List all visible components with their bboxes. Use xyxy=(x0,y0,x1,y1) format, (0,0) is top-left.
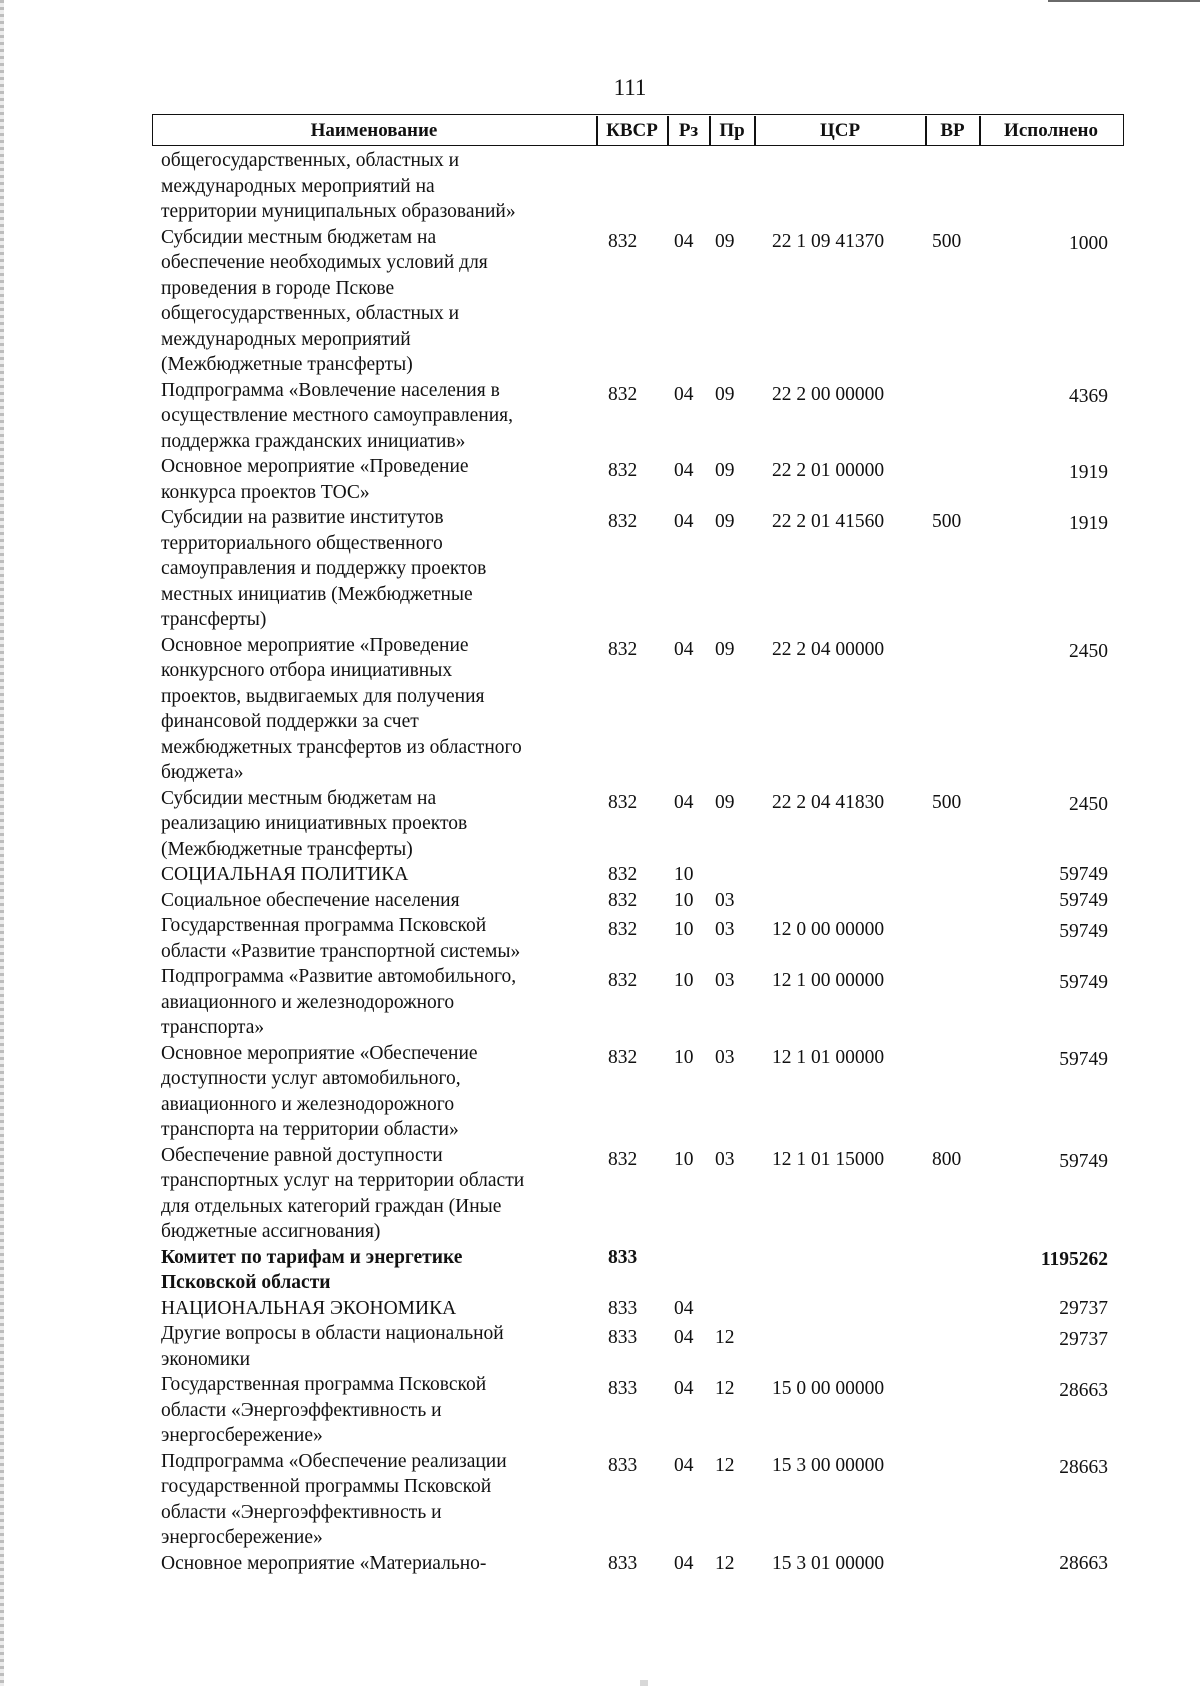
row-name xyxy=(161,862,581,888)
row-name-line: территориального общественного xyxy=(161,532,443,554)
row-kvsr: 833 xyxy=(608,1552,638,1574)
row-executed: 59749 xyxy=(1059,921,1108,942)
row-name-line: области «Энергоэффективность и xyxy=(161,1399,442,1421)
row-name-line: международных мероприятий на xyxy=(161,175,435,197)
row-name xyxy=(161,148,581,225)
row-kvsr: 833 xyxy=(608,1378,638,1399)
table-row xyxy=(0,378,1200,455)
row-name-line: Другие вопросы в области национальной xyxy=(161,1323,504,1344)
row-csr: 22 2 04 41830 xyxy=(772,791,885,813)
row-csr: 12 0 00 00000 xyxy=(772,919,885,940)
table-row xyxy=(0,1449,1200,1551)
row-executed: 28663 xyxy=(1059,1456,1108,1478)
row-name-line: общегосударственных, областных и xyxy=(161,150,460,171)
row-executed: 1919 xyxy=(1069,462,1108,483)
row-name-line: Субсидии местным бюджетам на xyxy=(161,787,437,809)
row-name-line: государственной программы Псковской xyxy=(161,1476,492,1497)
row-name-line: Субсидии местным бюджетам на xyxy=(161,226,437,248)
row-name xyxy=(161,1143,581,1245)
row-name-line: СОЦИАЛЬНАЯ ПОЛИТИКА xyxy=(161,864,409,885)
row-executed: 59749 xyxy=(1059,1048,1108,1070)
table-row xyxy=(0,1551,1200,1577)
row-pr: 12 xyxy=(715,1327,735,1348)
row-csr: 15 3 00 00000 xyxy=(772,1454,885,1476)
table-row xyxy=(0,454,1200,505)
row-rz: 04 xyxy=(674,1552,694,1574)
row-executed: 1919 xyxy=(1069,513,1108,534)
row-name-line: финансовой поддержки за счет xyxy=(161,711,419,732)
row-pr: 09 xyxy=(715,791,735,813)
row-executed: 2450 xyxy=(1069,640,1108,662)
row-pr: 03 xyxy=(715,919,735,940)
row-name xyxy=(161,633,581,786)
row-name-line: Основное мероприятие «Проведение xyxy=(161,634,469,656)
header-executed: Исполнено xyxy=(1004,120,1098,141)
table-row xyxy=(0,1245,1200,1296)
row-executed: 2450 xyxy=(1069,793,1108,815)
row-csr: 22 1 09 41370 xyxy=(772,230,885,252)
table-row xyxy=(0,505,1200,633)
row-pr: 09 xyxy=(715,638,735,660)
page-number xyxy=(0,75,1200,101)
row-kvsr: 832 xyxy=(608,230,638,252)
row-csr: 22 2 01 41560 xyxy=(772,511,885,532)
row-pr: 03 xyxy=(715,889,735,911)
row-csr: 15 0 00 00000 xyxy=(772,1378,885,1399)
row-pr: 03 xyxy=(715,1046,735,1068)
row-rz: 10 xyxy=(674,1148,694,1170)
row-vr: 500 xyxy=(932,511,962,532)
row-name-line: (Межбюджетные трансферты) xyxy=(161,838,413,860)
row-name-line: проектов, выдвигаемых для получения xyxy=(161,685,485,707)
row-executed: 59749 xyxy=(1059,889,1108,911)
row-name-line: Подпрограмма «Развитие автомобильного, xyxy=(161,966,517,987)
row-name-line: авиационного и железнодорожного xyxy=(161,991,455,1013)
row-csr: 22 2 00 00000 xyxy=(772,383,885,405)
table-row xyxy=(0,225,1200,378)
row-name-line: Обеспечение равной доступности xyxy=(161,1144,443,1166)
row-kvsr: 833 xyxy=(608,1327,638,1348)
table-header xyxy=(0,114,1200,146)
row-name-line: энергосбережение» xyxy=(161,1527,323,1548)
header-rz: Рз xyxy=(678,120,699,141)
row-kvsr: 832 xyxy=(608,511,638,532)
row-name-line: реализацию инициативных проектов xyxy=(161,813,468,834)
row-name-line: Основное мероприятие «Материально- xyxy=(161,1552,487,1574)
row-name xyxy=(161,505,581,633)
table-row xyxy=(0,1321,1200,1372)
header-csr: ЦСР xyxy=(819,120,861,141)
table-body xyxy=(0,148,1200,1576)
row-name xyxy=(161,1551,581,1577)
row-name-line: транспорта на территории области» xyxy=(161,1119,459,1140)
row-kvsr: 832 xyxy=(608,1046,638,1068)
row-csr: 12 1 00 00000 xyxy=(772,970,885,991)
row-rz: 04 xyxy=(674,1327,694,1348)
row-rz: 04 xyxy=(674,1297,694,1319)
row-kvsr: 833 xyxy=(608,1246,638,1268)
row-csr: 15 3 01 00000 xyxy=(772,1552,885,1574)
row-vr: 500 xyxy=(932,230,962,252)
row-name-line: осуществление местного самоуправления, xyxy=(161,405,513,426)
row-name-line: бюджета» xyxy=(161,762,244,783)
row-vr: 500 xyxy=(932,791,962,813)
row-name-line: общегосударственных, областных и xyxy=(161,303,460,324)
row-kvsr: 833 xyxy=(608,1454,638,1476)
row-name-line: местных инициатив (Межбюджетные xyxy=(161,583,473,605)
row-rz: 10 xyxy=(674,1046,694,1068)
row-executed: 59749 xyxy=(1059,972,1108,993)
row-name-line: доступности услуг автомобильного, xyxy=(161,1068,461,1089)
row-executed: 29737 xyxy=(1059,1329,1108,1350)
row-pr: 12 xyxy=(715,1378,735,1399)
row-name-line: обеспечение необходимых условий для xyxy=(161,252,488,273)
row-name-line: Основное мероприятие «Обеспечение xyxy=(161,1042,478,1064)
row-pr: 09 xyxy=(715,460,735,481)
row-name-line: межбюджетных трансфертов из областного xyxy=(161,736,522,758)
row-name-line: авиационного и железнодорожного xyxy=(161,1093,455,1115)
row-pr: 12 xyxy=(715,1454,735,1476)
row-name-line: Государственная программа Псковской xyxy=(161,915,487,936)
table-row xyxy=(0,786,1200,863)
row-csr: 22 2 04 00000 xyxy=(772,638,885,660)
row-executed: 4369 xyxy=(1069,385,1108,407)
row-name xyxy=(161,913,581,964)
row-pr: 09 xyxy=(715,230,735,252)
row-kvsr: 833 xyxy=(608,1297,638,1319)
row-executed: 1000 xyxy=(1069,232,1108,254)
row-name-line: территории муниципальных образований» xyxy=(161,201,516,222)
row-pr: 03 xyxy=(715,970,735,991)
table-row xyxy=(0,888,1200,914)
row-name xyxy=(161,454,581,505)
row-csr: 22 2 01 00000 xyxy=(772,460,885,481)
row-name-line: (Межбюджетные трансферты) xyxy=(161,354,413,375)
row-executed: 29737 xyxy=(1059,1297,1108,1319)
row-rz: 04 xyxy=(674,791,694,813)
row-name xyxy=(161,1321,581,1372)
row-kvsr: 832 xyxy=(608,970,638,991)
row-name xyxy=(161,964,581,1041)
row-name-line: Субсидии на развитие институтов xyxy=(161,507,444,528)
row-name xyxy=(161,1372,581,1449)
row-name-line: энергосбережение» xyxy=(161,1425,323,1446)
header-kvsr: КВСР xyxy=(606,120,658,141)
row-name xyxy=(161,1245,581,1296)
row-executed: 1195262 xyxy=(1040,1248,1108,1270)
row-name-line: Псковской области xyxy=(161,1272,331,1293)
row-rz: 04 xyxy=(674,230,694,252)
row-executed: 28663 xyxy=(1059,1552,1108,1574)
row-csr: 12 1 01 00000 xyxy=(772,1046,885,1068)
header-pr: Пр xyxy=(719,120,745,141)
row-executed: 59749 xyxy=(1059,864,1108,885)
top-rule xyxy=(1048,0,1200,2)
row-name xyxy=(161,888,581,914)
row-name-line: экономики xyxy=(161,1348,251,1370)
row-rz: 04 xyxy=(674,460,694,481)
row-name xyxy=(161,786,581,863)
row-rz: 04 xyxy=(674,511,694,532)
row-name-line: конкурсного отбора инициативных xyxy=(161,660,453,681)
row-name-line: трансферты) xyxy=(161,609,267,630)
row-name-line: международных мероприятий xyxy=(161,328,411,350)
row-name-line: Основное мероприятие «Проведение xyxy=(161,456,469,477)
row-kvsr: 832 xyxy=(608,791,638,813)
row-pr: 12 xyxy=(715,1552,735,1574)
row-pr: 03 xyxy=(715,1148,735,1170)
row-name-line: Социальное обеспечение населения xyxy=(161,889,460,911)
table-row xyxy=(0,862,1200,888)
header-vr: ВР xyxy=(940,120,965,141)
row-name-line: транспортных услуг на территории области xyxy=(161,1170,525,1191)
row-name xyxy=(161,1296,581,1322)
row-kvsr: 832 xyxy=(608,460,638,481)
row-name-line: области «Развитие транспортной системы» xyxy=(161,940,521,962)
scan-mark xyxy=(640,1680,648,1686)
row-name-line: Государственная программа Псковской xyxy=(161,1374,487,1395)
row-kvsr: 832 xyxy=(608,864,638,885)
table-row xyxy=(0,1296,1200,1322)
row-name-line: самоуправления и поддержку проектов xyxy=(161,558,487,579)
row-name-line: конкурса проектов ТОС» xyxy=(161,481,370,503)
row-rz: 04 xyxy=(674,1378,694,1399)
row-rz: 10 xyxy=(674,864,694,885)
row-rz: 10 xyxy=(674,919,694,940)
table-row xyxy=(0,964,1200,1041)
row-kvsr: 832 xyxy=(608,1148,638,1170)
row-name-line: Комитет по тарифам и энергетике xyxy=(161,1246,463,1268)
row-rz: 04 xyxy=(674,383,694,405)
row-pr: 09 xyxy=(715,511,735,532)
row-rz: 04 xyxy=(674,638,694,660)
row-name-line: для отдельных категорий граждан (Иные xyxy=(161,1195,502,1217)
row-executed: 28663 xyxy=(1059,1380,1108,1401)
row-name xyxy=(161,225,581,378)
row-pr: 09 xyxy=(715,383,735,405)
row-csr: 12 1 01 15000 xyxy=(772,1148,885,1170)
header-name: Наименование xyxy=(310,120,438,141)
row-name-line: поддержка гражданских инициатив» xyxy=(161,430,466,452)
page-number-text: 111 xyxy=(613,75,647,100)
row-name xyxy=(161,1041,581,1143)
row-name xyxy=(161,1449,581,1551)
row-name-line: транспорта» xyxy=(161,1017,265,1038)
table-row xyxy=(0,1372,1200,1449)
table-row xyxy=(0,1041,1200,1143)
row-name xyxy=(161,378,581,455)
row-name-line: проведения в городе Пскове xyxy=(161,277,395,299)
table-row xyxy=(0,148,1200,225)
row-rz: 10 xyxy=(674,970,694,991)
row-name-line: Подпрограмма «Обеспечение реализации xyxy=(161,1450,507,1472)
row-name-line: НАЦИОНАЛЬНАЯ ЭКОНОМИКА xyxy=(161,1297,457,1319)
table-row xyxy=(0,913,1200,964)
table-row xyxy=(0,633,1200,786)
table-row xyxy=(0,1143,1200,1245)
row-rz: 04 xyxy=(674,1454,694,1476)
row-name-line: области «Энергоэффективность и xyxy=(161,1501,442,1523)
row-name-line: Подпрограмма «Вовлечение населения в xyxy=(161,379,500,401)
row-vr: 800 xyxy=(932,1148,962,1170)
row-name-line: бюджетные ассигнования) xyxy=(161,1221,381,1242)
row-kvsr: 832 xyxy=(608,889,638,911)
row-kvsr: 832 xyxy=(608,383,638,405)
row-executed: 59749 xyxy=(1059,1150,1108,1172)
row-rz: 10 xyxy=(674,889,694,911)
row-kvsr: 832 xyxy=(608,638,638,660)
row-kvsr: 832 xyxy=(608,919,638,940)
